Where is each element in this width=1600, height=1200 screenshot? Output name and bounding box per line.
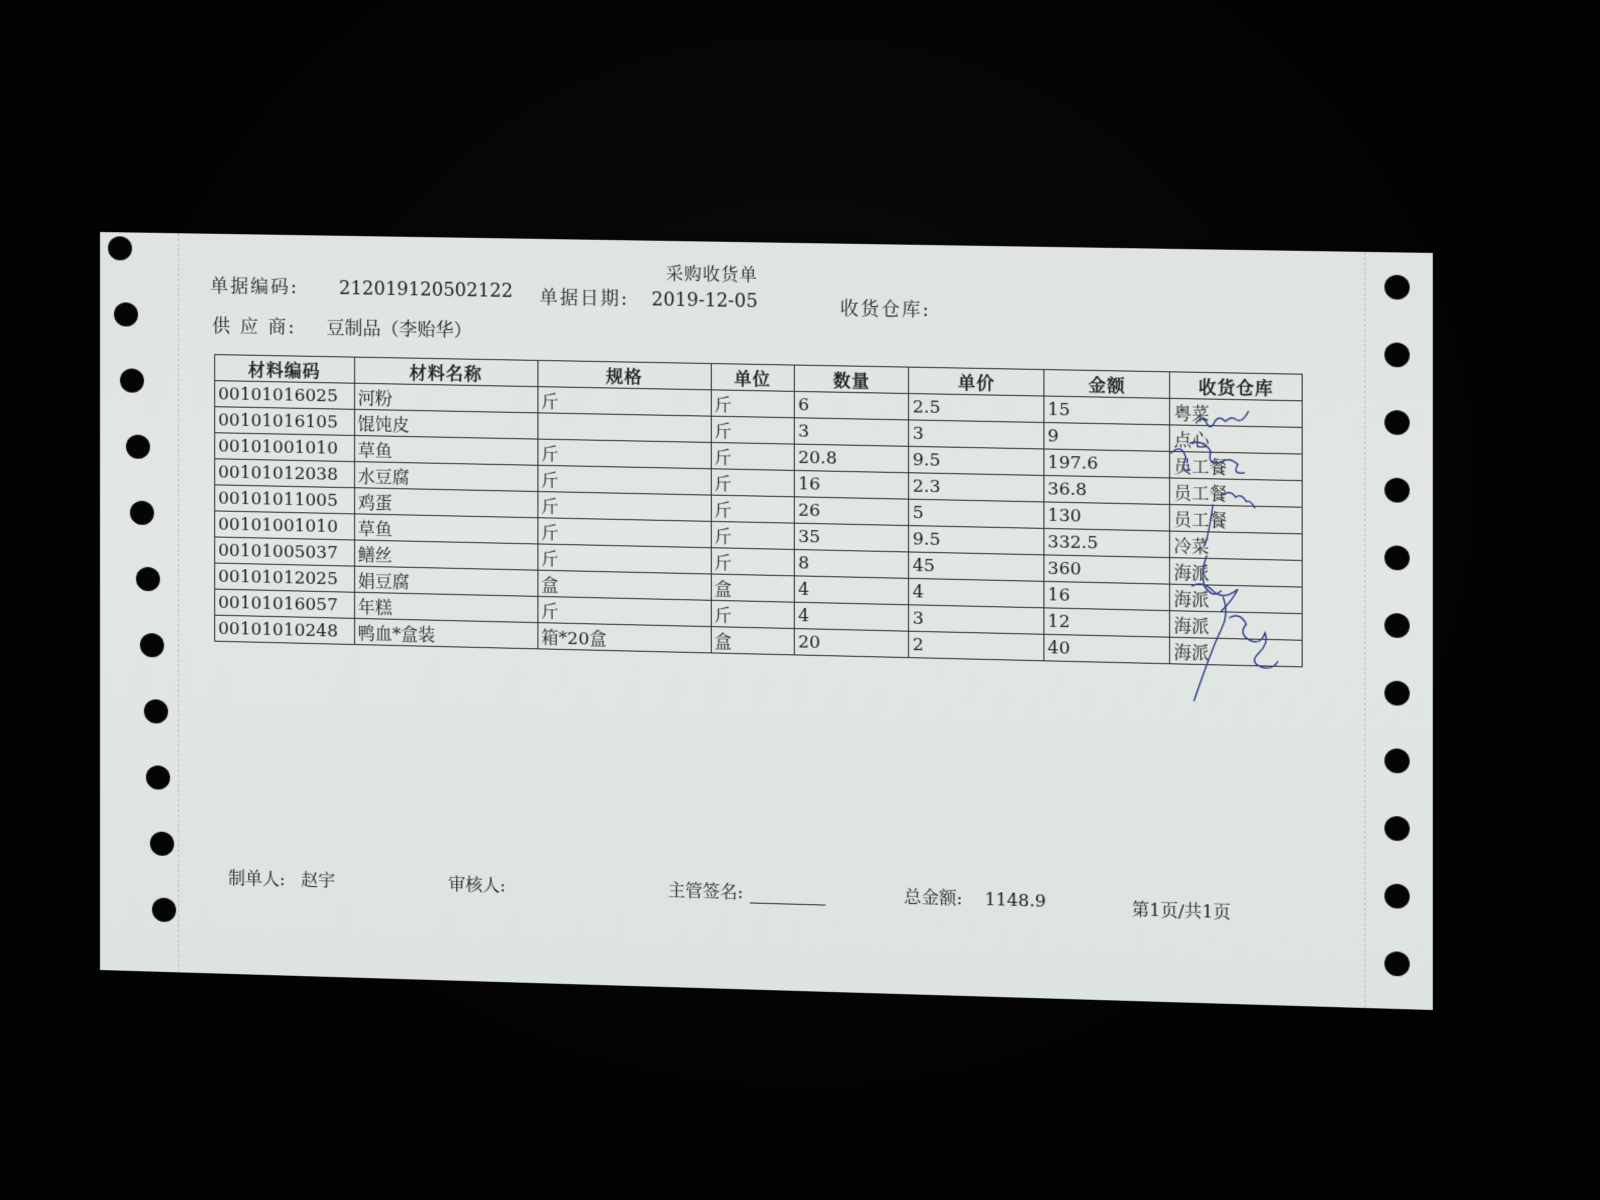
table-cell: 斤 [538, 439, 711, 469]
table-cell: 20 [794, 629, 909, 658]
table-body [215, 381, 1302, 667]
table-cell: 斤 [538, 596, 711, 626]
column-header: 材料名称 [354, 357, 537, 387]
table-cell: 2 [909, 631, 1044, 661]
table-cell: 草鱼 [354, 514, 537, 544]
table-cell: 盒 [538, 570, 711, 600]
table-cell: 4 [794, 602, 909, 631]
receipt-paper [100, 232, 1433, 1010]
table-cell: 16 [794, 470, 909, 499]
table-cell: 9 [1044, 422, 1170, 451]
sprocket-hole [126, 435, 150, 459]
supplier-field [212, 312, 472, 343]
table-cell: 盒 [711, 627, 795, 655]
table-cell: 26 [794, 497, 909, 526]
table-cell: 3 [909, 605, 1044, 635]
table-cell: 斤 [711, 390, 795, 418]
sprocket-hole [1384, 275, 1409, 300]
total-value: 1148.9 [984, 889, 1047, 912]
table-cell: 12 [1044, 608, 1170, 637]
maker-field [228, 864, 335, 892]
table-cell: 20.8 [794, 444, 909, 473]
sprocket-hole [1384, 478, 1409, 503]
column-header: 数量 [794, 365, 909, 393]
warehouse-field [840, 294, 931, 322]
table-cell: 00101011005 [215, 485, 355, 514]
table-cell: 点心 [1170, 425, 1302, 454]
table-cell: 员工餐 [1170, 478, 1302, 507]
handwritten-signature [1161, 402, 1318, 712]
maker-value: 赵宇 [300, 870, 336, 892]
table-cell: 2.3 [909, 473, 1044, 502]
document-title: 采购收货单 [665, 264, 758, 286]
sprocket-hole [152, 897, 176, 922]
table-cell: 00101016105 [215, 407, 355, 436]
table-cell: 197.6 [1044, 449, 1170, 478]
column-header: 单价 [909, 367, 1044, 396]
table-cell: 斤 [711, 495, 795, 523]
table-cell: 4 [909, 578, 1044, 607]
table-cell: 45 [909, 552, 1044, 581]
table-cell: 00101010248 [215, 615, 355, 644]
table-cell: 箱*20盒 [538, 623, 711, 653]
table-cell: 娟豆腐 [354, 566, 537, 596]
table-cell: 水豆腐 [354, 462, 537, 492]
table-cell: 鸡蛋 [354, 488, 537, 518]
table-cell: 员工餐 [1170, 505, 1302, 534]
table-cell: 3 [794, 418, 909, 447]
table-cell: 40 [1044, 634, 1170, 663]
total-label: 总金额: [903, 887, 963, 910]
table-cell: 斤 [538, 518, 711, 548]
doc-date-label: 单据日期: [539, 287, 630, 311]
table-cell: 员工餐 [1170, 451, 1302, 480]
table-cell: 年糕 [354, 592, 537, 622]
table-cell: 草鱼 [354, 435, 537, 465]
sprocket-hole [1384, 545, 1409, 570]
supervisor-field [668, 876, 826, 906]
sprocket-hole [1384, 951, 1409, 976]
table-cell: 斤 [711, 416, 795, 444]
table-cell: 00101012038 [215, 459, 355, 488]
table-cell: 36.8 [1044, 475, 1170, 504]
table-cell: 海派 [1170, 637, 1302, 667]
table-cell: 斤 [538, 465, 711, 495]
column-header: 规格 [538, 360, 711, 389]
maker-label: 制单人: [228, 868, 286, 891]
table-cell: 00101001010 [215, 511, 355, 540]
doc-date-field [539, 283, 757, 313]
warehouse-label: 收货仓库: [840, 298, 931, 322]
supervisor-signature-line [749, 888, 825, 905]
table-cell: 8 [794, 549, 909, 578]
sprocket-hole [1384, 884, 1409, 909]
table-cell: 130 [1044, 502, 1170, 531]
table-cell: 2.5 [909, 394, 1044, 423]
table-cell: 海派 [1170, 584, 1302, 614]
table-cell: 00101016057 [215, 589, 355, 618]
table-cell: 斤 [711, 521, 795, 549]
table-cell: 16 [1044, 581, 1170, 610]
sprocket-hole [1384, 613, 1409, 638]
reviewer-field [448, 870, 506, 897]
table-cell: 00101016025 [215, 381, 355, 410]
table-cell: 4 [794, 576, 909, 605]
sprocket-hole [130, 501, 154, 526]
sprocket-hole [1384, 816, 1409, 841]
table-cell: 斤 [711, 548, 795, 576]
sprocket-hole [146, 765, 170, 790]
doc-date-value: 2019-12-05 [651, 289, 758, 313]
table-cell: 35 [794, 523, 909, 552]
table-cell: 00101005037 [215, 537, 355, 566]
sprocket-hole [150, 831, 174, 856]
table-cell: 斤 [711, 469, 795, 497]
sprocket-hole [1384, 410, 1409, 435]
table-cell: 鳝丝 [354, 540, 537, 570]
table-cell: 斤 [538, 387, 711, 417]
sprocket-hole [136, 567, 160, 592]
table-cell: 粤菜 [1170, 398, 1302, 427]
table-cell: 斤 [711, 600, 795, 628]
table-cell: 鸭血*盒装 [354, 618, 537, 648]
table-cell: 海派 [1170, 558, 1302, 587]
total-field [904, 882, 1046, 911]
table-cell: 3 [909, 420, 1044, 449]
page-info: 第1页/共1页 [1131, 900, 1231, 924]
reviewer-label: 审核人: [448, 874, 506, 897]
table-cell: 6 [794, 391, 909, 420]
sprocket-hole [140, 633, 164, 658]
table-cell: 00101012025 [215, 563, 355, 592]
column-header: 材料编码 [215, 355, 355, 384]
column-header: 单位 [711, 364, 795, 392]
left-perforation-strip [100, 232, 179, 972]
table-cell: 332.5 [1044, 528, 1170, 557]
doc-number-label: 单据编码: [210, 275, 299, 299]
table-cell: 盒 [711, 574, 795, 602]
table-cell: 冷菜 [1170, 531, 1302, 560]
table-cell: 5 [909, 499, 1044, 528]
table-cell: 斤 [538, 544, 711, 574]
sprocket-hole [120, 368, 144, 392]
table-cell: 馄饨皮 [354, 409, 537, 439]
doc-number-value: 212019120502122 [339, 277, 513, 302]
table-cell [538, 413, 711, 443]
table-cell: 9.5 [909, 446, 1044, 475]
sprocket-hole [1384, 342, 1409, 367]
sprocket-hole [114, 302, 138, 326]
supervisor-label: 主管签名: [667, 880, 744, 904]
table-cell: 河粉 [354, 383, 537, 413]
items-table [214, 354, 1303, 667]
table-cell: 海派 [1170, 611, 1302, 641]
sprocket-hole [1384, 681, 1409, 706]
table-cell: 360 [1044, 555, 1170, 584]
column-header: 金额 [1044, 370, 1170, 399]
supplier-label: 供 应 商: [212, 315, 297, 339]
table-cell: 斤 [538, 492, 711, 522]
doc-number-field [210, 272, 513, 303]
table-cell: 斤 [711, 442, 795, 470]
sprocket-hole [108, 236, 132, 260]
supplier-value: 豆制品（李贻华） [326, 317, 472, 342]
sprocket-hole [1384, 748, 1409, 773]
table-cell: 15 [1044, 396, 1170, 425]
table-cell: 9.5 [909, 526, 1044, 555]
sprocket-hole [144, 699, 168, 724]
column-header: 收货仓库 [1170, 372, 1302, 401]
table-cell: 00101001010 [215, 433, 355, 462]
